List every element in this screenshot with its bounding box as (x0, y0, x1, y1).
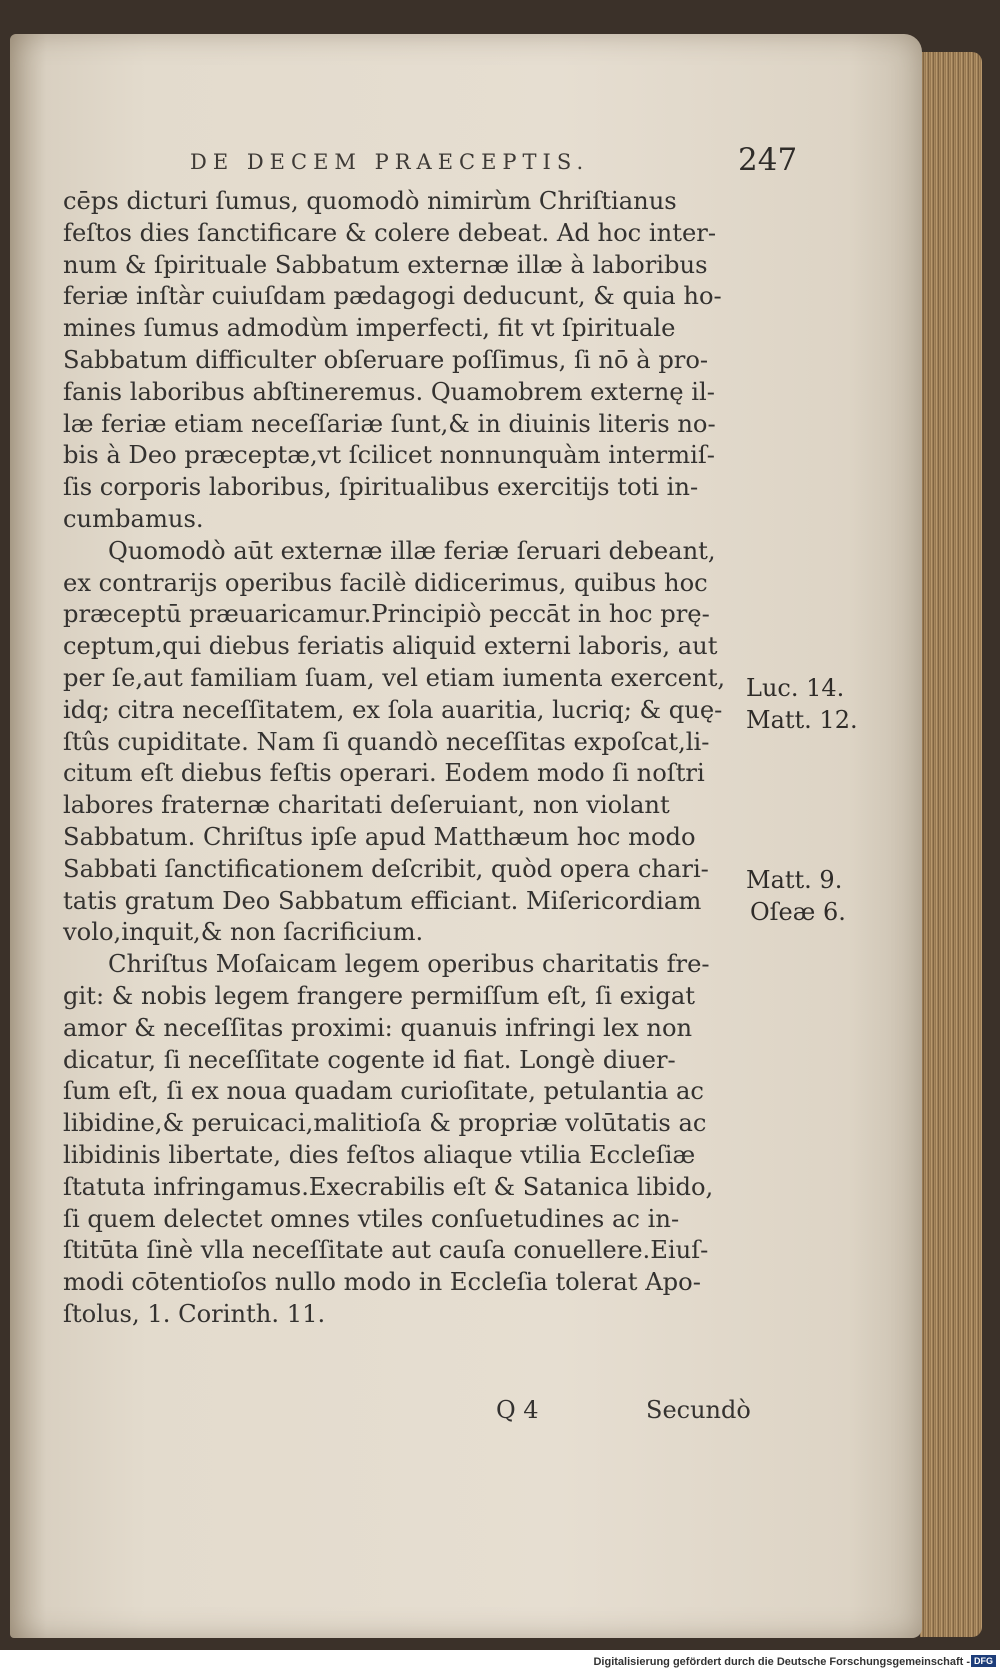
marginal-note: Oſeæ 6. (750, 898, 846, 926)
text-line: præceptū præuaricamur.Principiò peccāt in hoc prę- (63, 600, 710, 629)
text-line: Sabbatum. Chriſtus ipſe apud Matthæum hoc modo (63, 822, 696, 851)
text-line: git: & nobis legem frangere permiſſum eſt, ſi exigat (63, 981, 695, 1010)
marginal-note: Matt. 9. (746, 866, 843, 894)
text-line: læ feriæ etiam neceſſariæ ſunt,& in diuinis literis no- (63, 409, 716, 438)
text-line: libidinis libertate, dies feſtos aliaque vtilia Eccleſiæ (63, 1140, 696, 1169)
text-line: ex contrarijs operibus facilè didicerimus, quibus hoc (63, 568, 708, 597)
text-line: ſis corporis laboribus, ſpiritualibus exercitijs toti in- (63, 473, 699, 502)
text-line: cēps dicturi ſumus, quomodò nimirùm Chriſtianus (63, 187, 677, 215)
text-line: libidine,& peruicaci,malitioſa & propriæ volūtatis ac (63, 1109, 707, 1138)
text-line: ſtatuta infringamus.Execrabilis eſt & Satanica libido, (63, 1172, 714, 1201)
text-line: feſtos dies ſanctificare & colere debeat. Ad hoc inter- (63, 218, 717, 247)
text-line: per ſe,aut familiam ſuam, vel etiam iumenta exercent, (63, 663, 726, 692)
text-line: citum eſt diebus feſtis operari. Eodem modo ſi noſtri (63, 759, 705, 788)
text-line: ceptum,qui diebus feriatis aliquid externi laboris, aut (63, 632, 718, 661)
book-page (10, 34, 922, 1638)
text-line: fanis laboribus abſtineremus. Quamobrem externę il- (63, 377, 715, 406)
funding-credit: Digitalisierung gefördert durch die Deutsche Forschungsgemeinschaft - (593, 1656, 970, 1668)
text-line: ſtolus, 1. Corinth. 11. (63, 1299, 326, 1328)
text-line: volo,inquit,& non ſacrificium. (63, 918, 424, 947)
text-line: ſtûs cupiditate. Nam ſi quandò neceſſitas expoſcat,li- (63, 727, 710, 756)
text-line: amor & neceſſitas proximi: quanuis infringi lex non (63, 1013, 693, 1042)
text-line: ſum eſt, ſi ex noua quadam curioſitate, petulantia ac (63, 1077, 704, 1106)
text-line: Sabbati ſanctificationem deſcribit, quòd opera chari- (63, 854, 709, 883)
text-line: mines ſumus admodùm imperfecti, fit vt ſpirituale (63, 314, 676, 343)
marginal-note: Luc. 14. (746, 674, 845, 702)
text-line: cumbamus. (63, 504, 204, 533)
text-line: Chriſtus Moſaicam legem operibus charitatis fre- (108, 950, 710, 979)
text-line: feriæ inſtàr cuiuſdam pædagogi deducunt, & quia ho- (63, 282, 722, 311)
page-number: 247 (738, 142, 798, 178)
text-line: ſtitūta ſinè vlla neceſſitate aut cauſa conuellere.Eiuſ- (63, 1236, 709, 1265)
text-line: modi cōtentioſos nullo modo in Eccleſia tolerat Apo- (63, 1268, 701, 1297)
book-edge (920, 52, 982, 1637)
text-line: dicatur, ſi neceſſitate cogente id fiat. Longè diuer- (63, 1045, 676, 1074)
text-line: labores fraternæ charitati deſeruiant, non violant (63, 791, 670, 820)
body-text (63, 186, 726, 1331)
text-line: idq; citra neceſſitatem, ex ſola auaritia, lucriq; & quę- (63, 695, 723, 724)
text-line: Quomodò aūt externæ illæ feriæ ſeruari debeant, (108, 536, 716, 565)
text-line: Sabbatum difficulter obſeruare poſſimus, ſi nō à pro- (63, 345, 709, 374)
dfg-logo: DFG (971, 1655, 996, 1667)
text-line: ſi quem delectet omnes vtiles conſuetudines ac in- (63, 1204, 680, 1233)
text-line: num & ſpirituale Sabbatum externæ illæ à laboribus (63, 250, 708, 279)
text-line: tatis gratum Deo Sabbatum efficiant. Miſericordiam (63, 886, 702, 915)
marginal-note: Matt. 12. (746, 706, 858, 734)
running-head: DE DECEM PRAECEPTIS. (190, 150, 590, 174)
catchword: Secundò (646, 1396, 751, 1424)
signature-mark: Q 4 (496, 1396, 539, 1424)
text-line: bis à Deo præceptæ,vt ſcilicet nonnunquàm intermiſ- (63, 441, 715, 470)
footer-credit-bar (0, 1650, 1000, 1673)
